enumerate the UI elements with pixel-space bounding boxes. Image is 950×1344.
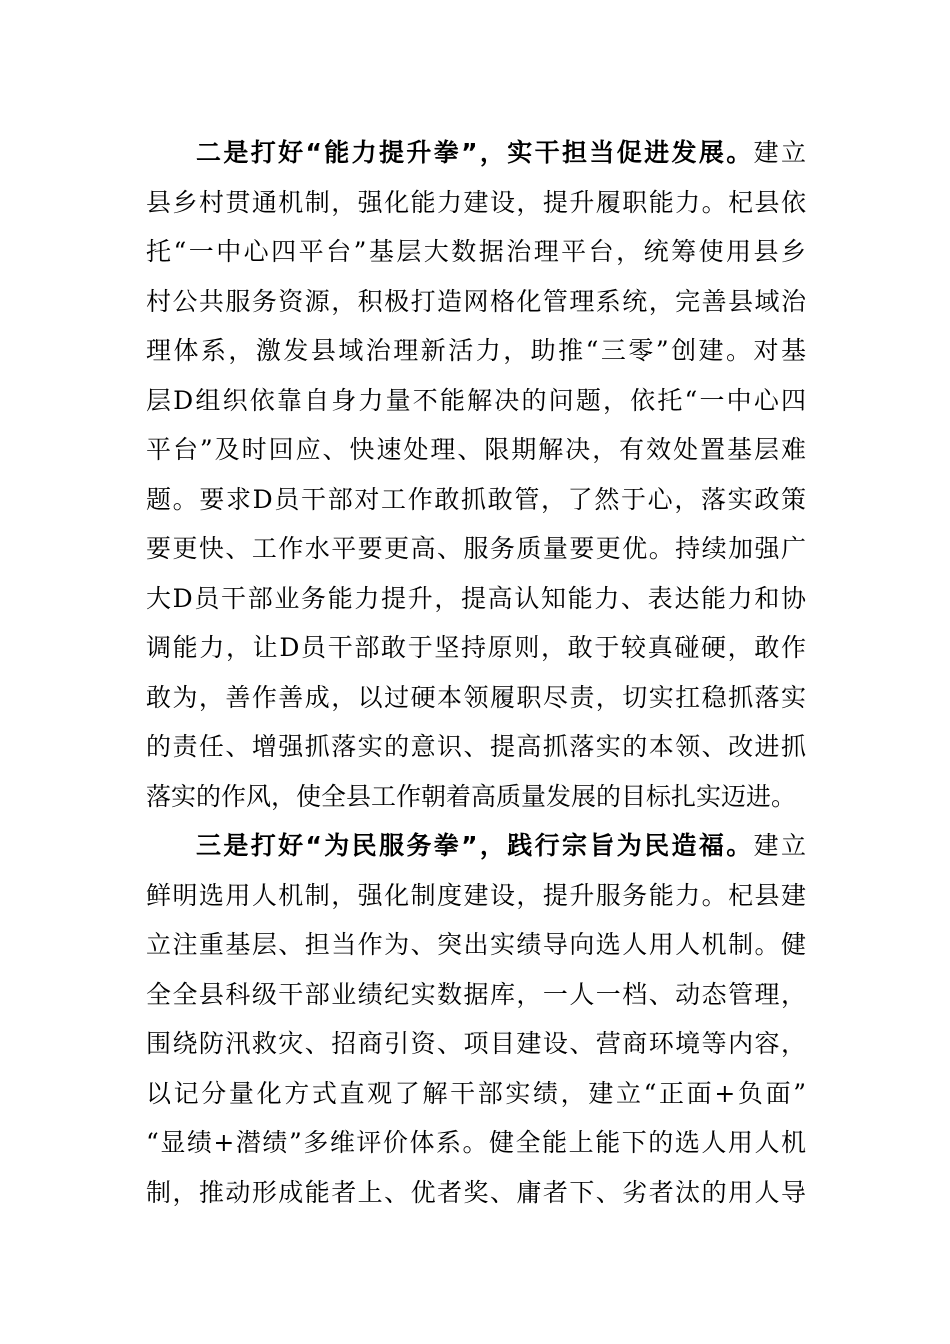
paragraph-1-line: 要更快、工作水平要更高、服务质量要更优。持续加强广 xyxy=(146,534,806,563)
paragraph-2-line: 鲜明选用人机制，强化制度建设，提升服务能力。杞县建 xyxy=(146,880,806,910)
paragraph-1-line: 县乡村贯通机制，强化能力建设，提升履职能力。杞县依 xyxy=(146,187,806,217)
paragraph-2-line: 立注重基层、担当作为、突出实绩导向选人用人机制。健 xyxy=(146,930,806,959)
paragraph-1-line: 题。要求D员干部对工作敢抓敢管，了然于心，落实政策 xyxy=(146,484,806,514)
document-body xyxy=(146,128,806,1217)
paragraph-1-line: 的责任、增强抓落实的意识、提高抓落实的本领、改进抓 xyxy=(146,732,806,761)
paragraph-2-line: “显绩+潜绩”多维评价体系。健全能上能下的选人用人机 xyxy=(146,1128,806,1157)
paragraph-1-line: 理体系，激发县域治理新活力，助推“三零”创建。对基 xyxy=(146,336,806,365)
paragraph-1-line: 托“一中心四平台”基层大数据治理平台，统筹使用县乡 xyxy=(146,237,806,266)
paragraph-1-line-1 xyxy=(146,128,806,178)
paragraph-1-line: 村公共服务资源，积极打造网格化管理系统，完善县域治 xyxy=(146,286,806,316)
paragraph-2-lead: 三是打好“为民服务拳”，践行宗旨为民造福。 xyxy=(196,831,754,860)
paragraph-2-line: 制，推动形成能者上、优者奖、庸者下、劣者汰的用人导 xyxy=(146,1177,806,1207)
paragraph-1-line: 调能力，让D员干部敢于坚持原则，敢于较真碰硬，敢作 xyxy=(146,633,806,662)
paragraph-1-line: 敢为，善作善成，以过硬本领履职尽责，切实扛稳抓落实 xyxy=(146,682,806,712)
paragraph-2-line: 以记分量化方式直观了解干部实绩，建立“正面+负面” xyxy=(146,1078,806,1108)
paragraph-1-line: 落实的作风，使全县工作朝着高质量发展的目标扎实迈进。 xyxy=(146,781,797,811)
paragraph-2-line: 全全县科级干部业绩纪实数据库，一人一档、动态管理， xyxy=(146,979,806,1009)
paragraph-1-line: 层D组织依靠自身力量不能解决的问题，依托“一中心四 xyxy=(146,385,806,415)
paragraph-1-line: 大D员干部业务能力提升，提高认知能力、表达能力和协 xyxy=(146,583,806,613)
paragraph-2-line-1 xyxy=(146,821,806,871)
paragraph-1-line: 平台”及时回应、快速处理、限期解决，有效处置基层难 xyxy=(146,435,806,464)
paragraph-1-text: 建立 xyxy=(753,138,806,167)
paragraph-2-text: 建立 xyxy=(753,831,806,860)
paragraph-2-line: 围绕防汛救灾、招商引资、项目建设、营商环境等内容， xyxy=(146,1029,806,1058)
paragraph-1-lead: 二是打好“能力提升拳”，实干担当促进发展。 xyxy=(196,138,754,167)
